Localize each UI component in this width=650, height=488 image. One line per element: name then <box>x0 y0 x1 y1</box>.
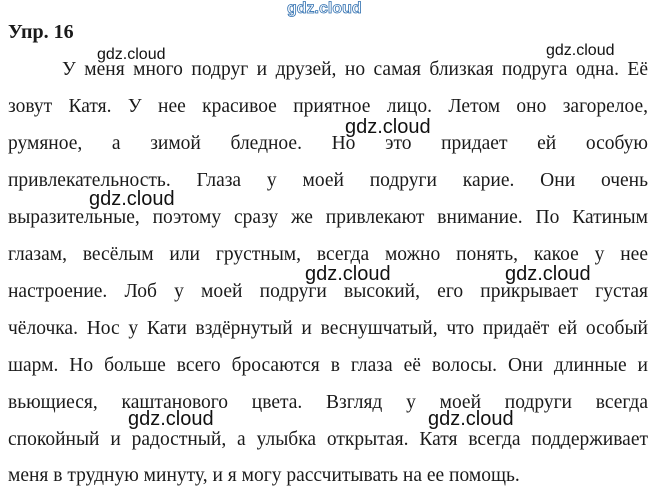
text-line: шарм. Но больше всего бросаются в глаза её волосы. Они длинные и <box>8 355 648 376</box>
text-line: выразительные, поэтому сразу же привлекают внимание. По Катиным <box>8 207 648 228</box>
watermark: gdz.cloud <box>546 42 615 59</box>
watermark: gdz.cloud <box>305 263 391 285</box>
text-line: спокойный и радостный, а улыбка открытая. Катя всегда поддерживает <box>8 429 648 450</box>
text-line: меня в трудную минуту, и я могу рассчитывать на ее помощь. <box>8 465 520 486</box>
watermark: gdz.cloud <box>428 408 514 430</box>
watermark: gdz.cloud <box>89 188 175 210</box>
text-line: привлекательность. Глаза у моей подруги карие. Они очень <box>8 170 648 191</box>
text-line: чёлочка. Нос у Кати вздёрнутый и веснушчатый, что придаёт ей особый <box>8 318 648 339</box>
exercise-title: Упр. 16 <box>8 21 74 43</box>
watermark: gdz.cloud <box>287 0 362 17</box>
watermark: gdz.cloud <box>505 263 591 285</box>
watermark: gdz.cloud <box>97 46 166 63</box>
text-line: настроение. Лоб у моей подруги высокий, его прикрывает густая <box>8 281 648 302</box>
text-line: У меня много подруг и друзей, но самая близкая подруга одна. Её <box>62 59 648 80</box>
watermark: gdz.cloud <box>128 408 214 430</box>
text-line: зовут Катя. У нее красивое приятное лицо. Летом оно загорелое, <box>8 96 648 117</box>
text-line: вьющиеся, каштанового цвета. Взгляд у моей подруги всегда <box>8 392 648 413</box>
text-line: глазам, весёлым или грустным, всегда можно понять, какое у нее <box>8 244 648 265</box>
text-line: румяное, а зимой бледное. Но это придает ей особую <box>8 133 648 154</box>
watermark: gdz.cloud <box>345 116 431 138</box>
